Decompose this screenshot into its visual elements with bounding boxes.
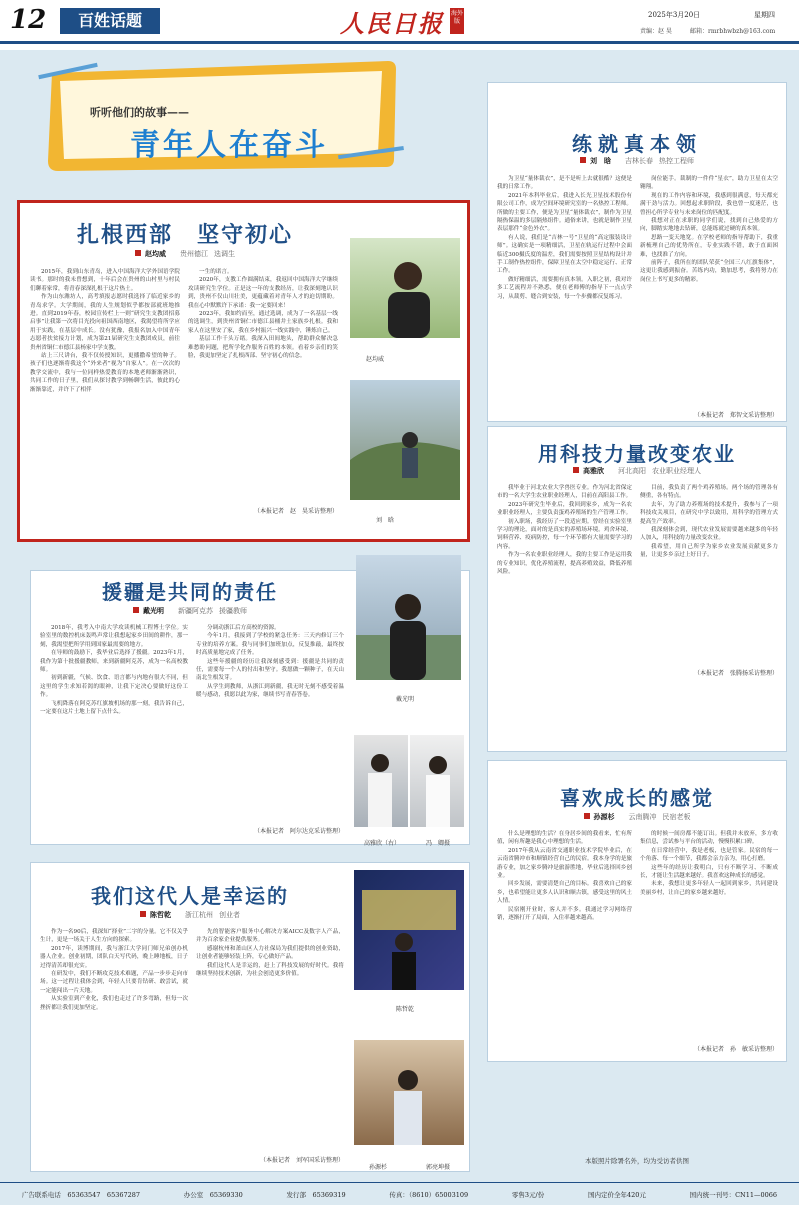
paragraph: 岗位能手。裁制的一件件“星衣”，助力卫星在太空翱翔。 (640, 176, 778, 191)
footer-item: 国内统一刊号：CN11—0066 (689, 1191, 778, 1199)
article-body-col1 (497, 484, 632, 684)
paragraph: 未来，我想让更多年轻人一起回到家乡，共同建设美丽乡村，让自己的家乡越来越好。 (640, 881, 778, 896)
article-body-col2 (640, 830, 778, 1042)
article-byline (487, 156, 787, 166)
footer-item: 零售3元/份 (511, 1191, 545, 1199)
author-name: 戴光明 (143, 606, 164, 615)
reporter-sign: （本报记者 郑智文采访整理） (693, 412, 778, 419)
photo-caption: 孙源杉 (368, 1164, 387, 1171)
paragraph: 2021年本科毕业后，我进入长光卫星技术股份有限公司工作，成为空间环境研究室的一名热控工程师。所做的主要工作，便是为卫星“量体裁衣”，制作为卫星隔热保温的多层隔热组件。通俗来讲，也就是制作卫星表层那件“金色外衣”。 (497, 192, 632, 233)
footer-item: 发行部 65369319 (286, 1191, 346, 1199)
article-body-col2 (640, 484, 778, 664)
byline-marker (580, 157, 586, 163)
paragraph: 2017年我从云南省交通职业技术学院毕业后，在云南省腾冲市和顺镇经营自己的民宿。我本身学的是旅游专业，加之家乡腾冲是旅游胜地，毕业后选择回乡创业。 (497, 847, 632, 880)
footer-rule (0, 1182, 799, 1183)
paragraph: 我毕业于河北农业大学兽医专业。作为河北省保定市的一名大学生农业职业经理人，目前在高阳县工作。 (497, 485, 632, 500)
article-title: 扎根西部 坚守初心 (76, 222, 293, 248)
author-role: 民宿老板 (662, 813, 691, 821)
reporter-sign: （本报记者 刘军国采访整理） (259, 1157, 344, 1164)
byline-marker (133, 607, 139, 613)
portrait-photo (356, 555, 461, 680)
paragraph: 从实验室到产业化，我们也走过了许多弯路，但每一次挫折都让我们更加坚定。 (40, 996, 188, 1011)
byline-marker (584, 813, 590, 819)
author-role: 选调生 (214, 250, 235, 258)
stage-scene (354, 870, 464, 990)
paragraph: 的时候一间房都不能订出。但我并未放弃，多方收集信息，尝试参与平台的活动，慢慢积累口碑。 (640, 831, 778, 846)
photo-caption: 高雅欣（右） (363, 840, 400, 847)
author-name: 陈哲乾 (150, 910, 171, 919)
paper-logo: 人民日报 (340, 9, 444, 38)
paragraph: 分调动浙江后方高校的资源。 (207, 625, 280, 631)
article-body-col1 (40, 928, 188, 1164)
article-body-col2 (196, 928, 344, 1150)
author-role: 热控工程师 (659, 157, 694, 165)
reporter-sign: （本报记者 赵 昊采访整理） (253, 508, 338, 515)
author-place: 云南腾冲 (628, 813, 657, 821)
paragraph: 飞机降落在阿克苏红旗坡机场的那一刻，我告诉自己，一定要在这片土地上留下点什么。 (40, 700, 188, 716)
paragraph: 站上三尺讲台，我不仅传授知识，更播撒希望的种子。孩子们也逐渐将我这个“外来者”视为“自家人”。在一次次的教学交流中，我与一位同样热爱教育的本地老师渐渐熟识，共同工作的日子里，我们从探讨教学到畅聊生活，彼此的心渐渐靠近，并许下了相伴 (30, 353, 180, 393)
author-name: 刘 晗 (590, 156, 611, 165)
paragraph: 作为一名90后，我深知“择业”二字的分量。它不仅关乎生计，更是一场关于人生方向的探索。 (40, 929, 188, 944)
byline-marker (573, 467, 579, 473)
lab-photo-left (354, 735, 408, 827)
photo-caption: 刘 晗 (375, 517, 394, 524)
paragraph: 我们这代人是幸运的，赶上了科技发展的好时代。我将继续坚持技术创新，为社会创造更多价值。 (196, 962, 344, 978)
paragraph: 基层工作千头万绪。我深入田间地头，帮助群众解决急难愁盼问题，把所学化作服务百姓的本领。看着乡亲们的笑脸，我更加坚定了扎根西部、坚守初心的信念。 (188, 336, 338, 360)
paragraph: 2023年研究生毕业后，我回到家乡，成为一名农业职业经理人，主要负责蛋鸡养殖场的生产管理工作。 (497, 501, 632, 517)
paragraph: 思路一变天地宽。在学校老师的指导帮助下，我重新梳理自己的优势所在，专业实践不错，敢于直面困难，也找准了方向。 (640, 234, 778, 258)
hillside-scene (350, 380, 460, 500)
paragraph: 作为一名农业职业经理人，我的主要工作是运用我的专业知识，优化养殖流程，提高养殖效益，降低养殖风险。 (497, 552, 632, 576)
page-number: 12 (10, 5, 47, 35)
footer-item: 办公室 65369330 (183, 1191, 243, 1199)
editor: 责编：赵 昊 (640, 28, 672, 35)
person-figure (410, 735, 464, 827)
author-role: 农业职业经理人 (652, 467, 701, 475)
article-byline (30, 910, 350, 920)
reporter-sign: （本报记者 孙 敏采访整理） (693, 1046, 778, 1053)
paragraph: 在导师的鼓励下，我毕业后选择了援疆。2023年1月，我作为第十批援疆教师，来到新疆阿克苏，成为一名高校教师。 (40, 650, 188, 674)
author-name: 孙源杉 (593, 812, 615, 821)
paragraph: 2020年，支教工作圆满结束，我返回中国海洋大学继续攻读研究生学位。正是这一年的支教经历，让我深刻地认识到，贵州不仅山川壮美，更蕴藏着对青年人才的迫切期盼。我在心中默默许下承诺：我一定要回来！ (188, 277, 338, 309)
paragraph: 现在的工作内容和环境，我感到很满意，每天都充满干劲与活力。回想起求职阶段，我也曾一度迷茫，也曾担心所学专业与未来岗位的匹配度。 (640, 192, 778, 216)
footer-item: 传真：（8610）65003109 (389, 1191, 469, 1199)
article-body-col1 (497, 830, 632, 1056)
paragraph: 今年1月，我接到了学校的紧急任务：三天内修订三个专业的培养方案。我与同事们加班加点，反复推敲，最终按时高质量地完成了任务。 (196, 633, 344, 657)
article-title: 练就真本领 (572, 132, 702, 156)
paragraph: 目前，我负责了两个鸡养殖场。两个场的管理各有侧重，各有特点。 (640, 485, 778, 500)
paragraph: 先的智能客户服务中心解决方案AICC及数字人产品，并为百余家企业提供服务。 (196, 929, 344, 944)
paragraph: 作为山东潍坊人，高考填报志愿时我选择了临近家乡的青岛求学。大学期间，我的人生规划似乎都按部就班地推进。直到2019年春，校园宣传栏上一则“研究生支教团招募启事”让我第一次将目光投向祖国西南地区，我渴望将所学应用于实践，在基层中成长。没有犹豫，我报名加入中国青年志愿者扶贫接力计划，成为第21届研究生支教团成员，前往贵州省铜仁市德江县杨家中学支教。 (30, 294, 180, 351)
author-place: 浙江杭州 (185, 911, 213, 919)
author-role: 援疆教师 (219, 607, 247, 615)
article-body-col2 (188, 268, 338, 498)
paragraph: 初入职场，我经历了一段适应期。曾经在实验室里学习的理论，面对的是真实的养殖场环境。鸡舍环境、饲料营养、疫病防控，每一个环节都有大量需要学习的内容。 (497, 518, 632, 550)
paragraph: 回乡发展，需要清楚自己的目标。我喜欢自己的家乡，也希望能让更多人认识和顺古镇，感受这里的风土人情。 (497, 881, 632, 905)
paragraph: 在研发中，我们不断攻克技术难题，产品一步步走向市场。这一过程让我体会到，年轻人只要肯钻研、敢尝试，就一定能闯出一片天地。 (40, 971, 188, 994)
author-place: 新疆阿克苏 (178, 607, 213, 615)
footer-item: 国内定价全年420元 (587, 1191, 646, 1199)
author-place: 贵州德江 (180, 250, 208, 258)
person-figure (354, 735, 408, 827)
article-byline (487, 812, 787, 822)
paragraph: 初到新疆，气候、饮食、语言都与内地有很大不同，但这里的学生求知若渴的眼神，让我下定决心要做好这份工作。 (40, 675, 188, 699)
section-tag: 百姓话题 (60, 8, 160, 34)
author-place: 河北高阳 (618, 467, 646, 475)
footer-item: 广告联系电话 65363547 65367287 (21, 1191, 141, 1199)
paragraph: 有人说，我们是“吉林一号”卫星的“高定服装设计师”。这确实是一项精细活，卫星在轨运行过程中会面临近300摄氏度的温差，我们需要按照卫星结构设计并手工制作热控组件，保障卫星在太空中稳定运行、正常工作。 (497, 234, 632, 275)
paragraph: 我深刻体会到，现代农业发展需要越来越多的年轻人加入，用科技的力量改变农业。 (640, 527, 778, 542)
photo-note: 本版照片除署名外，均为受访者供图 (585, 1157, 689, 1165)
article-byline (30, 249, 340, 259)
article-title: 我们这代人是幸运的 (91, 884, 289, 908)
paragraph: 这些年的经历让我明白，只有不断学习、不断成长，才能让生活越来越好。我喜欢这种成长的感觉。 (640, 864, 778, 880)
portrait-photo (350, 238, 460, 338)
feature-title: 青年人在奋斗 (130, 128, 328, 163)
person-figure (350, 238, 460, 338)
paragraph: 2023年，我如约而至，通过选调，成为了一名基层一线的选调生，到贵州省铜仁市德江县桶井土家族乡扎根。我和家人在这里安了家，我在乡村振兴一线实践中，锤炼自己。 (188, 311, 338, 334)
paragraph: 2018年，我考入中南大学攻读机械工程博士学位。实验室里的数控机床轰鸣声常让我想起家乡田间的耕作，那一刻，我渴望把所学用到国家最需要的地方。 (40, 625, 188, 648)
footer (0, 1184, 799, 1205)
photo-caption: 陈哲乾 (395, 1006, 414, 1013)
paragraph: 做好精细活，需要拥有真本领。入职之初，我对许多工艺流程并不熟悉，便在老师傅的指导下一点点学习，从裁剪、缝合到安装，每一个步骤都反复练习。 (497, 276, 632, 300)
paragraph: 前阵子，我所在的团队荣获“全国三八红旗集体”，这更让我感到振奋。苦练内功，勤加思考，我将努力在岗位上书写更多的精彩。 (640, 260, 778, 283)
photo-credit: 冯 卿摄 (425, 840, 450, 847)
person-figure (354, 1040, 464, 1145)
article-byline (487, 466, 787, 476)
feature-kicker: 听听他们的故事—— (90, 106, 189, 119)
landscape-photo (350, 380, 460, 500)
paragraph: 一生的诺言。 (199, 269, 233, 275)
author-name: 高雅欣 (583, 466, 604, 475)
author-place: 吉林长春 (625, 157, 653, 165)
reporter-sign: （本报记者 张腾扬采访整理） (693, 670, 778, 677)
article-body-col2 (196, 624, 344, 822)
reporter-sign: （本报记者 阿尔达克采访整理） (253, 828, 344, 835)
issue-weekday: 星期四 (754, 11, 775, 19)
article-title: 用科技力量改变农业 (538, 442, 736, 466)
email: 邮箱：rmrbhwbzh@163.com (690, 28, 776, 35)
article-body-col1 (30, 268, 180, 508)
article-title: 援疆是共同的责任 (102, 580, 278, 604)
photo-credit: 郭亮坤摄 (425, 1164, 450, 1171)
article-body-col2 (640, 175, 778, 410)
paragraph: 这些年援疆的经历让我深刻感受到：援疆是共同的责任，需要每一个人的付出和坚守。我愿做一颗种子，在天山南北生根发芽。 (196, 658, 344, 682)
photo-caption: 戴光明 (395, 696, 414, 703)
event-photo (354, 870, 464, 990)
paper-tag: 海外版 (450, 8, 464, 34)
paragraph: 感谢杭州和萧山区人力社保局为我们提供的创业资助，让创业者能够轻装上阵，专心做好产品。 (196, 945, 344, 961)
paragraph: 我想对正在求职的同学们说，找到自己热爱的方向，脚踏实地地去钻研，总能练就过硬的真本领。 (640, 218, 778, 233)
paragraph: 我希望，用自己所学为家乡农业发展贡献更多力量，让更多乡亲过上好日子。 (640, 543, 778, 559)
masthead-rule (0, 41, 799, 44)
person-figure (356, 555, 461, 680)
paragraph: 从学生到教师，从浙江到新疆，我无时无刻不感受着温暖与感动，我愿以此为家，继续书写青春答卷。 (196, 683, 344, 699)
paragraph: 民宿刚开业时，客人并不多。我通过学习网络营销，逐渐打开了局面，入住率越来越高。 (497, 906, 632, 922)
homestay-photo (354, 1040, 464, 1145)
paragraph: 什么是理想的生活？在身居乡间的我看来，忙有所值，闲有所趣是我心中理想的生活。 (497, 831, 632, 846)
byline-marker (135, 250, 141, 256)
paragraph: 在日常经营中，我是老板，也是管家。民宿的每一个角落、每一个细节，我都会亲力亲为，用心打磨。 (640, 847, 778, 863)
issue-date: 2025年3月20日 (648, 11, 701, 19)
paragraph: 去年，为了助力养殖场的技术提升，我参与了一项科技攻关项目，在研究中学以致用，用科学的管理方式提高生产效率。 (640, 501, 778, 525)
article-title: 喜欢成长的感觉 (560, 786, 714, 810)
byline-marker (140, 911, 146, 917)
paragraph: 2017年，读博期间，我与浙江大学同门师兄弟创办机器人企业。创业初期，团队白天写代码，晚上睡地板，日子过得清苦却很充实。 (40, 945, 188, 969)
author-name: 赵均威 (145, 249, 166, 258)
paragraph: 为卫星“量体裁衣”，是不是听上去就很酷？这便是我的日常工作。 (497, 176, 632, 191)
article-body-col1 (40, 624, 188, 834)
article-body-col1 (497, 175, 632, 420)
article-byline (30, 606, 350, 616)
photo-caption: 赵均威 (365, 356, 384, 363)
paragraph: 2015年，我到山东青岛，进入中国海洋大学外国语学院读书。那时的我未曾想到，十年后会在贵州的山村里与村民们聊着家常，将青春深深扎根于这片热土。 (30, 269, 180, 292)
author-role: 创业者 (219, 911, 240, 919)
lab-photo-right (410, 735, 464, 827)
